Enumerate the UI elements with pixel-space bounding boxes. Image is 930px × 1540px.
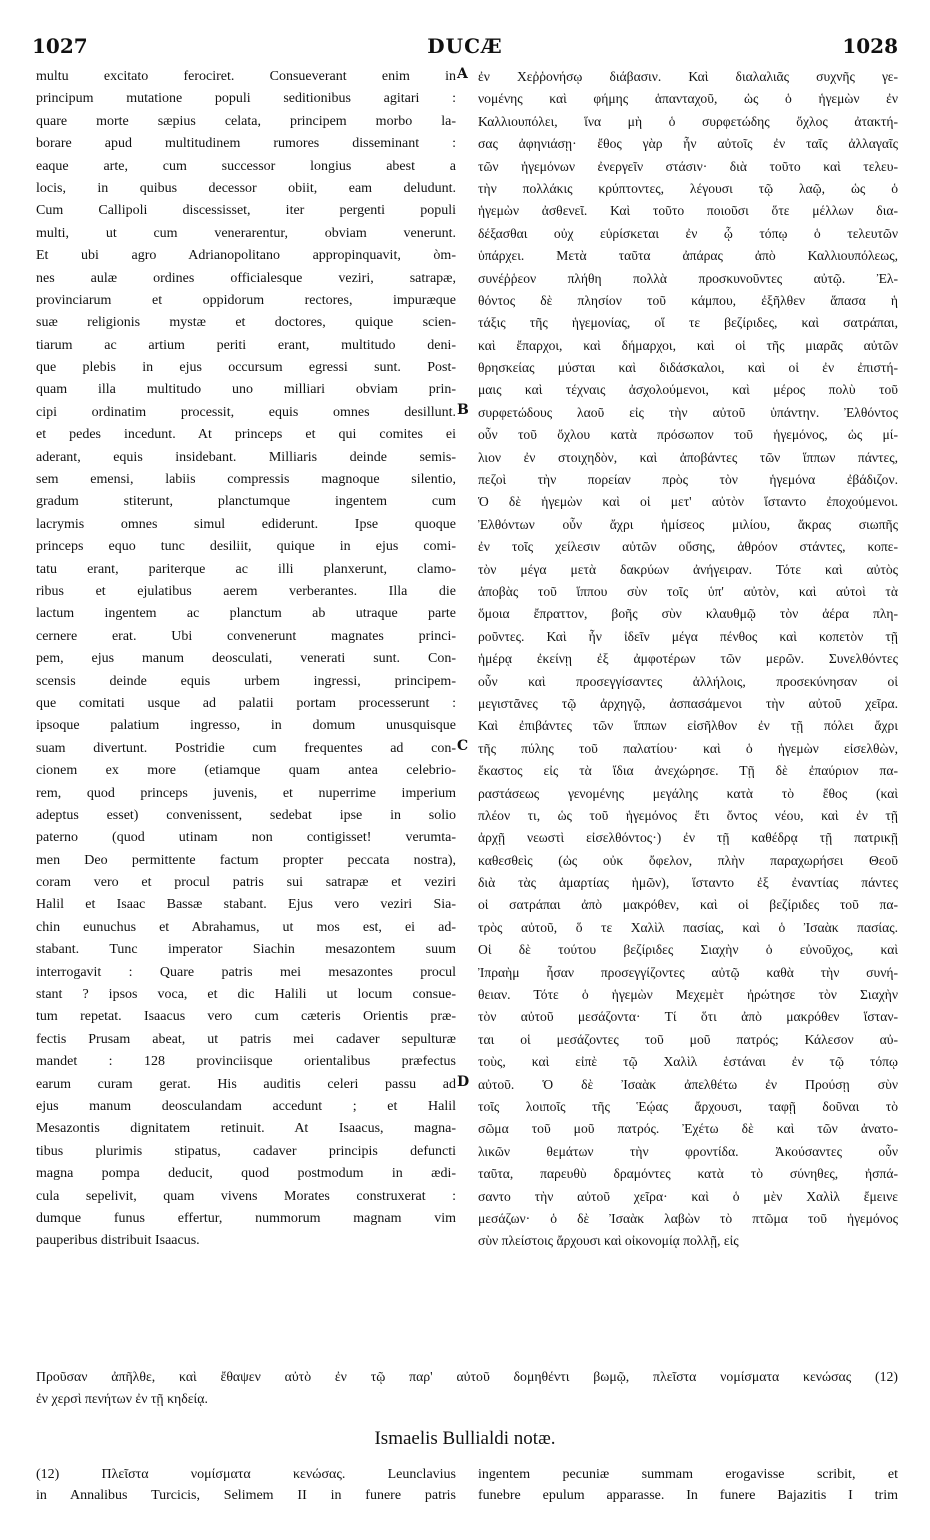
greek-line: συνέῤῥεον πλήθη πολλὰ προσκυνοῦντες αὐτῷ. Ἐλ-	[478, 270, 898, 286]
greek-line: Ὁ δὲ ἡγεμὼν καὶ οἱ μετ' αὐτὸν ἵσταντο ἐποχούμενοι.	[478, 494, 898, 510]
greek-line: θειαν. Τότε ὁ ἡγεμὼν Μεχεμὲτ ἠρώτησε τὸν Σιαχὴν	[478, 987, 898, 1003]
latin-line: ipsoque palatium ingresso, in domum unusquisque	[36, 718, 456, 734]
latin-line: rem, quod princeps juvenis, et nuperrime imperium	[36, 785, 456, 801]
latin-line: suam divertunt. Postridie cum frequentes ad con-	[36, 740, 456, 756]
latin-line: suæ religionis mystæ et doctores, quique scien-	[36, 315, 456, 331]
greek-line: οὖν καὶ προσεγγίσαντες ἀλλήλοις, προσεκύνησαν οἱ	[478, 673, 898, 689]
latin-line: pauperibus distribuit Isaacus.	[36, 1233, 200, 1249]
greek-line: τῆς πύλης τοῦ παλατίου· καὶ ὁ ἡγεμὼν εἰσελθὼν,	[478, 740, 898, 756]
greek-line: ἐν τοῖς χείλεσιν αὐτῶν οὔσης, ἀθρόον στάντες, κοπε-	[478, 539, 898, 555]
greek-line: ἡγεμὼν ἀσθενεῖ. Καὶ τοῦτο ποιοῦσι ὅτε μέλλων δια-	[478, 203, 898, 219]
latin-line: borare apud multitudinem rumores disseminant :	[36, 136, 456, 152]
margin-letter: D	[457, 1074, 470, 1090]
latin-line: quam illa multitudo uno milliari obviam prin-	[36, 382, 456, 398]
latin-line: que plebis in ejus occursum egressi sunt. Post-	[36, 360, 456, 376]
latin-line: que comitati usque ad palatii portam processerunt :	[36, 695, 456, 711]
greek-line: λιον ἐν στοιχηδὸν, καὶ ἀποβάντες τῶν ἵππων πάντες,	[478, 449, 898, 465]
greek-line: ροῦντες. Καὶ ἦν ἰδεῖν μέγα πένθος καὶ κοπετὸν τῇ	[478, 628, 898, 644]
greek-line: σας ἀφηνιάσῃ· ἔθος γὰρ ἦν αὐτοῖς ἐν ταῖς ἀλλαγαῖς	[478, 136, 898, 152]
note-line: funebre epulum apparasse. In funere Bajazitis I trim	[478, 1488, 898, 1503]
greek-line: τάξις τῆς ἡγεμονίας, οἵ τε βεζίριδες, καὶ σατράπαι,	[478, 315, 898, 331]
latin-line: Cum Callipoli discessisset, iter pergenti populi	[36, 203, 456, 219]
greek-column	[478, 66, 898, 1253]
latin-line: multi, ut cum venerarentur, obviam venerunt.	[36, 225, 456, 241]
latin-line: locis, in quibus decessor obiit, eam deludunt.	[36, 180, 456, 196]
latin-line: coram vero et procul patris sui satrapæ et veziri	[36, 875, 456, 891]
greek-line: δέξασθαι οὐχ εὑρίσκεται ἐν ᾧ τόπῳ ὁ τελευτῶν	[478, 225, 898, 241]
note-line: in Annalibus Turcicis, Selimem II in funere patris	[36, 1488, 456, 1503]
latin-line: Et ubi agro Adrianopolitano appropinquavit, òm-	[36, 248, 456, 264]
latin-line: quare morte sæpius celata, principem morbo la-	[36, 113, 456, 129]
latin-line: earum curam gerat. His auditis celeri passu ad	[36, 1076, 456, 1092]
greek-line: Ἐλθόντων οὖν ἄχρι ἡμίσεος μιλίου, ἄκρας σιωπῆς	[478, 516, 898, 532]
greek-line: ἀρχῇ νεωστὶ εἰσελθόντος·) ἐν τῇ καθέδρᾳ τῇ πατρικῇ	[478, 830, 898, 846]
greek-line: λικῶν θεμάτων τὴν φροντίδα. Ἀκούσαντες οὖν	[478, 1143, 898, 1159]
latin-line: principum mutatione populi seditionibus agitari :	[36, 91, 456, 107]
greek-line: σῶμα τοῦ μοῦ πατρός. Ἐχέτω δὲ καὶ τῶν ἀνατο-	[478, 1121, 898, 1137]
latin-line: dumque funus effertur, nummorum magnam vim	[36, 1210, 456, 1226]
latin-line: et pedes incedunt. At princeps et qui comites ei	[36, 427, 456, 443]
greek-line: διὰ τὰς ἁμαρτίας ἡμῶν), ἵσταντο ἐξ ἐναντίας πάντες	[478, 875, 898, 891]
latin-line: interrogavit : Quare patris mei mesazontes procul	[36, 964, 456, 980]
greek-line: Ἰπραὴμ ἦσαν προσεγγίζοντες αὐτῷ καθὰ τὴν συνή-	[478, 964, 898, 980]
latin-line: magna pompa deducit, quod postmodum in ædi-	[36, 1166, 456, 1182]
greek-line: σὺν πλείστοις ἄρχουσι καὶ οἰκονομίᾳ πολλῇ, εἰς	[478, 1233, 739, 1249]
page-header	[32, 34, 898, 60]
latin-column	[36, 66, 456, 1253]
greek-line: ται οἱ μεσάζοντες τοῦ μοῦ πατρός; Κάλεσον αὐ-	[478, 1031, 898, 1047]
note-line: (12) Πλεῖστα νομίσματα κενώσας. Leunclavius	[36, 1467, 456, 1482]
latin-line: chin eunuchus et Abrahamus, ut mos est, ei ad-	[36, 919, 456, 935]
latin-line: fectis Prusam abeat, ut patris mei cadaver sepulturæ	[36, 1031, 456, 1047]
latin-line: mandet : 128 provinciisque orientalibus præfectus	[36, 1054, 456, 1070]
latin-line: sem emensi, labiis compressis magnoque silentio,	[36, 472, 456, 488]
latin-line: adeptus esset) convenissent, sedebat ipse in solio	[36, 807, 456, 823]
latin-line: gradum stiterunt, planctumque ingentem cum	[36, 494, 456, 510]
latin-line: pem, ejus manum deosculati, venerati sunt. Con-	[36, 651, 456, 667]
latin-line: men Deo permittente factum propter peccata nostra),	[36, 852, 456, 868]
full-width-line: ἐν χερσὶ πενήτων ἐν τῇ κηδείᾳ.	[36, 1391, 208, 1407]
latin-line: stabant. Tunc imperator Siachin mesazontem suum	[36, 942, 456, 958]
greek-line: καὶ ἔπαρχοι, καὶ δήμαρχοι, καὶ οἱ τῆς μιαρᾶς αὐτῶν	[478, 337, 898, 353]
latin-line: tiarum ac artium periti erant, multitudo deni-	[36, 337, 456, 353]
latin-line: paterno (quod utinam non contigisset! verumta-	[36, 830, 456, 846]
greek-line: οἱ σατράπαι ἀπὸ μακρόθεν, καὶ οἱ βεζίριδες τοῦ πα-	[478, 897, 898, 913]
greek-line: τὴν πολλάκις κρύπτοντες, λέγουσι τῷ λαῷ, ὡς ὁ	[478, 180, 898, 196]
latin-line: tibus plurimis stipatus, cadaver principis defuncti	[36, 1143, 456, 1159]
greek-line: ἐν Χεῤῥονήσῳ διάβασιν. Καὶ διαλαλιᾶς συχνῆς γε-	[478, 69, 898, 84]
greek-line: ραστάσεως γενομένης μεγάλης κατὰ τὸ ἔθος (καὶ	[478, 785, 898, 801]
latin-line: ejus manum deosculandam accedunt ; et Halil	[36, 1098, 456, 1114]
full-width-greek	[36, 1366, 898, 1411]
greek-line: θρησκείας μύσται καὶ διδάσκαλοι, καὶ οἱ ἐν ἐπιστή-	[478, 360, 898, 376]
greek-line: νομένης καὶ φήμης ἁπανταχοῦ, ὡς ὁ ἡγεμὼν ἐν	[478, 91, 898, 107]
greek-line: τὸν αὐτοῦ μεσάζοντα· Τί ὅτι ἀπὸ μακρόθεν ἵσταν-	[478, 1009, 898, 1025]
latin-line: aderant, equis insidebant. Milliaris deinde semis-	[36, 449, 456, 465]
page-number-right: 1028	[842, 34, 898, 58]
greek-line: τοὺς, καὶ εἰπὲ τῷ Χαλὶλ ἑστάναι ἐν τῷ τόπῳ	[478, 1054, 898, 1070]
latin-line: Halil et Isaac Bassæ stabant. Ejus vero veziri Sia-	[36, 897, 456, 913]
margin-letter: C	[457, 738, 469, 754]
latin-line: provinciarum et oppidorum rectores, impuræque	[36, 292, 456, 308]
latin-line: cipi ordinatim processit, equis omnes desillunt.	[36, 404, 456, 420]
running-title: DUCÆ	[427, 34, 503, 58]
greek-line: Καλλιουπόλει, ἵνα μὴ ὁ συρφετώδης ὄχλος ἀτακτή-	[478, 113, 898, 129]
full-width-line: Προῦσαν ἀπῆλθε, καὶ ἔθαψεν αὐτὸ ἐν τῷ παρ' αὐτοῦ δομηθέντι βωμῷ, πλεῖστα νομίσματα κενώσας (12)	[36, 1369, 898, 1384]
greek-line: σαντο τὴν αὐτοῦ χεῖρα· καὶ ὁ μὲν Χαλὶλ ἔμεινε	[478, 1188, 898, 1204]
greek-line: συρφετώδους λαοῦ εἰς τὴν αὐτοῦ ὑπάντην. Ἐλθόντος	[478, 404, 898, 420]
page-number-left: 1027	[32, 34, 88, 58]
latin-line: princeps equo tunc desiliit, quique in ejus comi-	[36, 539, 456, 555]
latin-line: cionem ex more (etiamque quam antea celebrio-	[36, 763, 456, 779]
greek-line: θόντος δὲ πλησίον τοῦ κάμπου, ἐξῆλθεν ἅπασα ἡ	[478, 292, 898, 308]
greek-line: μεσάζων· ὁ δὲ Ἰσαὰκ λαβὼν τὸ πτῶμα τοῦ ἡγεμόνος	[478, 1210, 898, 1226]
greek-line: ὑπάρχει. Μετὰ ταῦτα ἀπάρας ἀπὸ Καλλιουπόλεως,	[478, 248, 898, 264]
greek-line: οὖν τοῦ ὄχλου κατὰ πρόσωπον τοῦ ἡγεμόνος, ὡς μί-	[478, 427, 898, 443]
latin-line: scensis deinde equis urbem ingressi, principem-	[36, 673, 456, 689]
notes-right-column	[478, 1464, 898, 1506]
latin-line: Mesazontis dignitatem retinuit. At Isaacus, magna-	[36, 1121, 456, 1137]
greek-line: τὸν μέγα μετὰ δακρύων ἀνήγειραν. Τότε καὶ αὐτὸς	[478, 561, 898, 577]
latin-line: tatu erant, pariterque ac illi planxerunt, clamo-	[36, 561, 456, 577]
greek-line: Οἱ δὲ τούτου βεζίριδες Σιαχὴν ὁ εὐνοῦχος, καὶ	[478, 942, 898, 958]
greek-line: μαις καὶ τέχναις ἀσχολούμενοι, καὶ μέρος πολὺ τοῦ	[478, 382, 898, 398]
latin-line: nes aulæ ordines officialesque veziri, satrapæ,	[36, 270, 456, 286]
latin-line: ribus et ejulatibus aerem verberantes. Illa die	[36, 583, 456, 599]
greek-line: ἡμέρᾳ ἐκείνῃ ἐξ ἀμφοτέρων τῶν μερῶν. Συνελθόντες	[478, 651, 898, 667]
notes-left-column	[36, 1464, 456, 1506]
latin-line: multu excitato ferociret. Consueverant enim in	[36, 69, 456, 84]
latin-line: tum repetat. Isaacus vero cum cæteris Orientis præ-	[36, 1009, 456, 1025]
latin-line: eaque arte, cum successor longius abest a	[36, 158, 456, 174]
greek-line: πεζοὶ τὴν πορείαν πρὸς τὸν ἡγεμόνα ἐβάδιζον.	[478, 472, 898, 488]
notes-title: Ismaelis Bullialdi notæ.	[374, 1428, 556, 1449]
greek-line: τρὸς αὐτοῦ, ὅ τε Χαλὶλ πασίας, καὶ ὁ Ἰσαὰκ πασίας.	[478, 919, 898, 935]
latin-line: lacrymis omnes simul ediderunt. Ipse quoque	[36, 516, 456, 532]
greek-line: ταῦτα, παρευθὺ δραμόντες κατὰ τὸ σύνηθες, ἠσπά-	[478, 1166, 898, 1182]
greek-line: μεγιστᾶνες τῷ ἀρχηγῷ, ἀσπασάμενοι τὴν αὐτοῦ χεῖρα.	[478, 695, 898, 711]
greek-line: καθεσθεὶς (ὡς οὐκ ὄφελον, πλὴν παραχωρήσει Θεοῦ	[478, 852, 898, 868]
greek-line: αὐτοῦ. Ὁ δὲ Ἰσαὰκ ἀπελθέτω ἐν Προύσῃ σὺν	[478, 1076, 898, 1092]
margin-letter: B	[457, 402, 469, 418]
greek-line: τῶν ἡγεμόνων ἐνεργεῖν στάσιν· διὰ τοῦτο καὶ τελευ-	[478, 158, 898, 174]
greek-line: πλέον τι, ὡς τοῦ ἡγεμόνος ἔτι ὄντος νέου, καὶ ἐν τῇ	[478, 807, 898, 823]
greek-line: τοῖς λοιποῖς τῆς Ἑῴας ἄρχουσι, ταφῇ δοῦναι τὸ	[478, 1098, 898, 1114]
greek-line: ἕκαστος εἰς τὰ ἴδια ἀνεχώρησε. Τῇ δὲ ἐπαύριον πα-	[478, 763, 898, 779]
margin-letter: A	[457, 66, 468, 82]
greek-line: ὅμοια ἔπραττον, βοῆς σὺν κλαυθμῷ τὸν ἀέρα πλη-	[478, 606, 898, 622]
greek-line: Καὶ ἐπιβάντες τῶν ἵππων εἰσῆλθον ἐν τῇ πόλει ἄχρι	[478, 718, 898, 734]
greek-line: ἀποβὰς τοῦ ἵππου σὺν τοῖς ὑπ' αὐτὸν, καὶ αὐτοὶ τὰ	[478, 583, 898, 599]
latin-line: cernere erat. Ubi convenerunt magnates princi-	[36, 628, 456, 644]
latin-line: lactum ingentem ac planctum ab utraque parte	[36, 606, 456, 622]
note-line: ingentem pecuniæ summam erogavisse scribit, et	[478, 1467, 898, 1482]
latin-line: cula sepelivit, quam vivens Morates construxerat :	[36, 1188, 456, 1204]
latin-line: stant ? ipsos voca, et dic Halili ut locum consue-	[36, 987, 456, 1003]
